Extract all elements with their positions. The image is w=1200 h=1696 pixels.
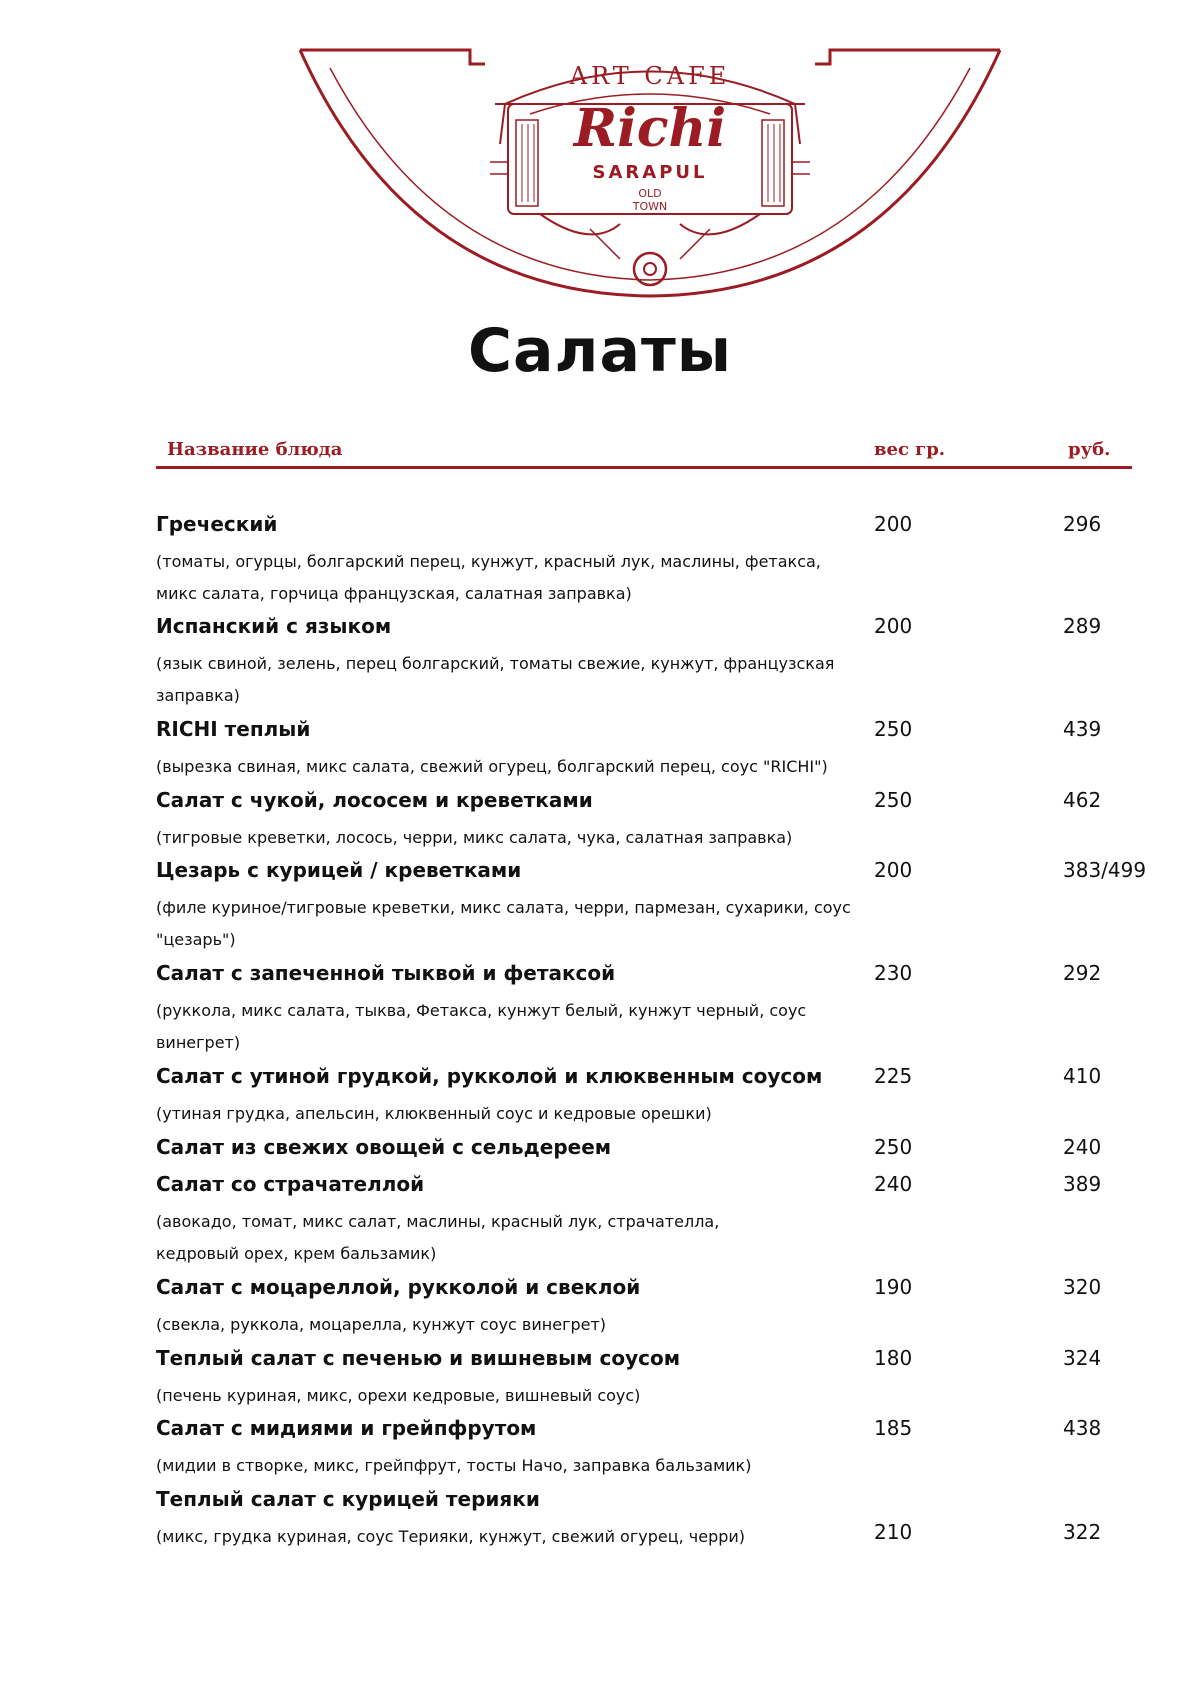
- column-header-name: Название блюда: [167, 439, 343, 460]
- dish-description: (авокадо, томат, микс салат, маслины, красный лук, страчателла, кедровый орех, крем бальзамик): [156, 1212, 720, 1263]
- dish-price: 410: [1063, 1064, 1102, 1088]
- dish-price: 438: [1063, 1416, 1102, 1440]
- dish-description: (тигровые креветки, лосось, черри, микс салата, чука, салатная заправка): [156, 828, 793, 847]
- dish-description: (свекла, руккола, моцарелла, кунжут соус винегрет): [156, 1315, 607, 1334]
- dish-weight: 200: [874, 858, 913, 882]
- dish-weight: 250: [874, 717, 913, 741]
- dish-weight: 250: [874, 788, 913, 812]
- dish-weight: 230: [874, 961, 913, 985]
- dish-name: Салат из свежих овощей с сельдереем: [156, 1135, 612, 1159]
- dish-name: Цезарь с курицей / креветками: [156, 858, 522, 882]
- svg-text:TOWN: TOWN: [632, 200, 668, 213]
- dish-price: 462: [1063, 788, 1102, 812]
- dish-name: Салат с мидиями и грейпфрутом: [156, 1416, 537, 1440]
- dish-weight: 185: [874, 1416, 913, 1440]
- dish-weight: 210: [874, 1520, 913, 1544]
- header-divider: [156, 466, 1132, 469]
- svg-text:SARAPUL: SARAPUL: [592, 162, 708, 183]
- column-header-price: руб.: [1068, 439, 1111, 460]
- dish-weight: 200: [874, 614, 913, 638]
- cafe-logo: [290, 44, 1010, 304]
- dish-description: (филе куриное/тигровые креветки, микс салата, черри, пармезан, сухарики, соус "цезарь"): [156, 898, 851, 949]
- dish-description: (утиная грудка, апельсин, клюквенный соус и кедровые орешки): [156, 1104, 712, 1123]
- dish-name: Салат с запеченной тыквой и фетаксой: [156, 961, 616, 985]
- dish-description: (томаты, огурцы, болгарский перец, кунжут, красный лук, маслины, фетакса, микс салата, горчица французская, салатная заправка): [156, 552, 821, 603]
- dish-price: 296: [1063, 512, 1102, 536]
- dish-price: 389: [1063, 1172, 1102, 1196]
- svg-text:ART CAFE: ART CAFE: [569, 62, 731, 90]
- dish-name: Салат с чукой, лососем и креветками: [156, 788, 593, 812]
- dish-description: (язык свиной, зелень, перец болгарский, томаты свежие, кунжут, французская заправка): [156, 654, 835, 705]
- dish-description: (печень куриная, микс, орехи кедровые, вишневый соус): [156, 1386, 641, 1405]
- dish-price: 383/499: [1063, 858, 1147, 882]
- dish-price: 439: [1063, 717, 1102, 741]
- dish-name: Салат с моцареллой, рукколой и свеклой: [156, 1275, 641, 1299]
- dish-name: Греческий: [156, 512, 278, 536]
- dish-description: (микс, грудка куриная, соус Терияки, кунжут, свежий огурец, черри): [156, 1527, 746, 1546]
- dish-weight: 190: [874, 1275, 913, 1299]
- dish-name: Испанский с языком: [156, 614, 392, 638]
- dish-weight: 180: [874, 1346, 913, 1370]
- dish-name: Теплый салат с курицей терияки: [156, 1487, 540, 1511]
- dish-weight: 250: [874, 1135, 913, 1159]
- dish-price: 322: [1063, 1520, 1102, 1544]
- dish-price: 292: [1063, 961, 1102, 985]
- dish-name: Салат со страчателлой: [156, 1172, 425, 1196]
- dish-weight: 240: [874, 1172, 913, 1196]
- dish-name: RICHI теплый: [156, 717, 311, 741]
- dish-description: (вырезка свиная, микс салата, свежий огурец, болгарский перец, соус "RICHI"): [156, 757, 828, 776]
- dish-name: Теплый салат с печенью и вишневым соусом: [156, 1346, 681, 1370]
- svg-text:OLD: OLD: [638, 187, 662, 200]
- dish-price: 289: [1063, 614, 1102, 638]
- dish-price: 324: [1063, 1346, 1102, 1370]
- dish-description: (руккола, микс салата, тыква, Фетакса, кунжут белый, кунжут черный, соус винегрет): [156, 1001, 807, 1052]
- dish-weight: 200: [874, 512, 913, 536]
- page-title: Салаты: [468, 316, 732, 386]
- dish-name: Салат с утиной грудкой, рукколой и клюквенным соусом: [156, 1064, 823, 1088]
- dish-weight: 225: [874, 1064, 913, 1088]
- column-header-weight: вес гр.: [874, 439, 946, 460]
- dish-price: 240: [1063, 1135, 1102, 1159]
- dish-description: (мидии в створке, микс, грейпфрут, тосты Начо, заправка бальзамик): [156, 1456, 752, 1475]
- svg-text:Richi: Richi: [573, 98, 727, 159]
- dish-price: 320: [1063, 1275, 1102, 1299]
